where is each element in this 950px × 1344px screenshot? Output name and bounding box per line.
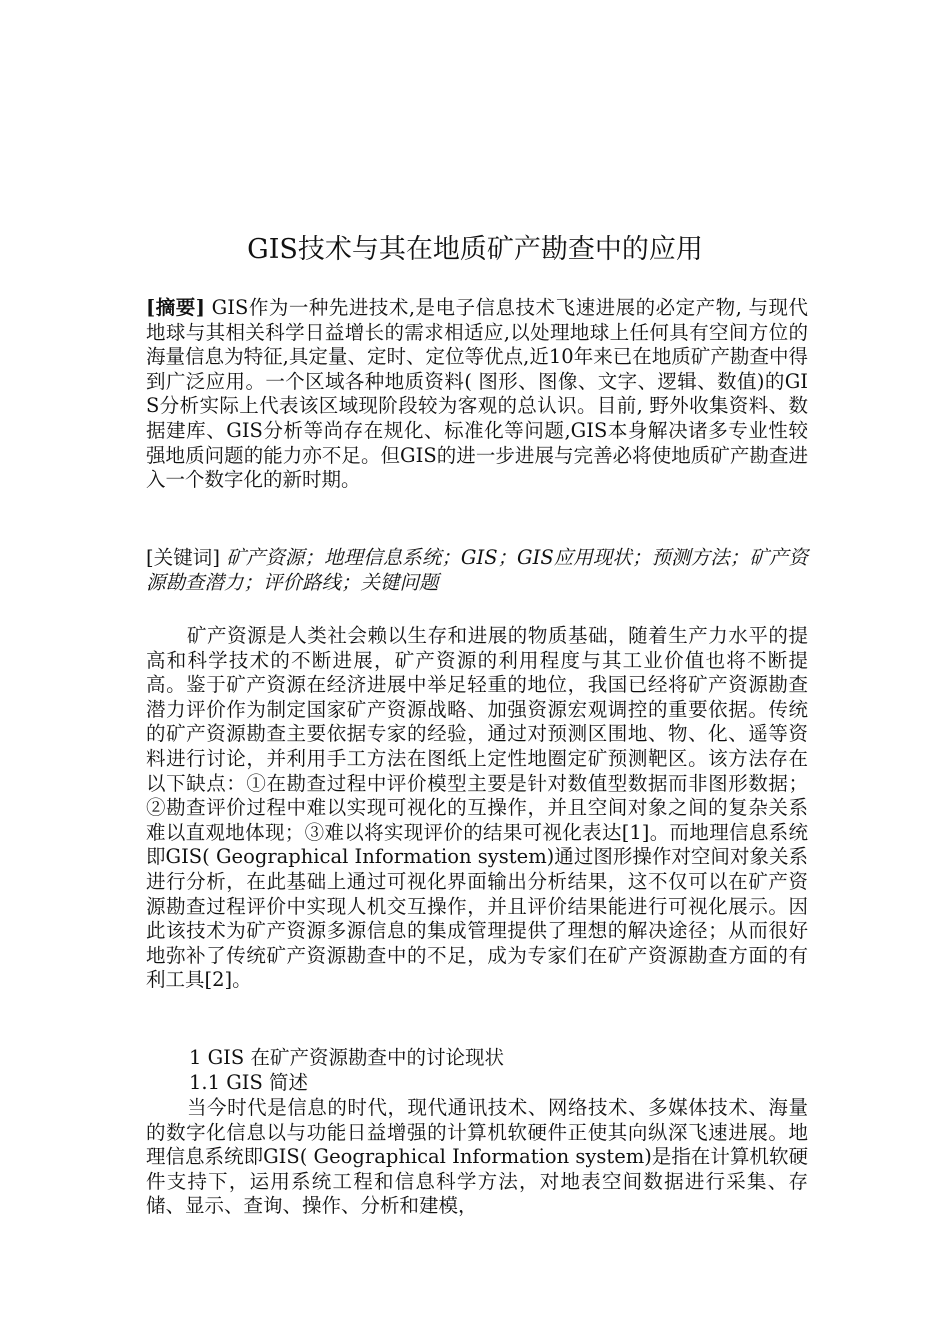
body-paragraph: 当今时代是信息的时代，现代通讯技术、网络技术、多媒体技术、海量的数字化信息以与功能日益增强的计算机软硬件正使其向纵深飞速进展。地理信息系统即GIS( Geographical Information system)是指在计算机软硬件支持下，运用系统工程和信息科学方法，对地表空间数据进行采集、存储、显示、查询、操作、分析和建模， bbox=[146, 1096, 808, 1218]
abstract-label: [摘要] bbox=[146, 296, 205, 319]
document-title: GIS技术与其在地质矿产勘查中的应用 bbox=[247, 234, 703, 265]
abstract bbox=[146, 296, 808, 493]
section-heading: 1 GIS 在矿产资源勘查中的讨论现状 bbox=[189, 1046, 504, 1069]
keywords-text: 矿产资源；地理信息系统；GIS；GIS应用现状；预测方法；矿产资源勘查潜力；评价路线；关键问题 bbox=[146, 546, 808, 594]
subsection-heading: 1.1 GIS 简述 bbox=[189, 1071, 309, 1094]
abstract-text: GIS作为一种先进技术,是电子信息技术飞速进展的必定产物, 与现代地球与其相关科学日益增长的需求相适应,以处理地球上任何具有空间方位的海量信息为特征,具定量、定时、定位等优点,近10年来已在地质矿产勘查中得到广泛应用。一个区域各种地质资料( 图形、图像、文字、逻辑、数值)的GIS分析实际上代表该区域现阶段较为客观的总认识。目前, 野外收集资料、数据建库、GIS分析等尚存在规化、标准化等问题,GIS本身解决诸多专业性较强地质问题的能力亦不足。但GIS的进一步进展与完善必将使地质矿产勘查进入一个数字化的新时期。 bbox=[146, 296, 809, 492]
keywords bbox=[146, 546, 808, 595]
body-paragraph: 矿产资源是人类社会赖以生存和进展的物质基础，随着生产力水平的提高和科学技术的不断进展，矿产资源的利用程度与其工业价值也将不断提高。鉴于矿产资源在经济进展中举足轻重的地位，我国已经将矿产资源勘查潜力评价作为制定国家矿产资源战略、加强资源宏观调控的重要依据。传统的矿产资源勘查主要依据专家的经验，通过对预测区围地、物、化、遥等资料进行讨论，并利用手工方法在图纸上定性地圈定矿预测靶区。该方法存在以下缺点：①在勘查过程中评价模型主要是针对数值型数据而非图形数据；②勘查评价过程中难以实现可视化的互操作，并且空间对象之间的复杂关系难以直观地体现；③难以将实现评价的结果可视化表达[1]。而地理信息系统即GIS( Geographical Information system)通过图形操作对空间对象关系进行分析，在此基础上通过可视化界面输出分析结果，这不仅可以在矿产资源勘查过程评价中实现人机交互操作，并且评价结果能进行可视化展示。因此该技术为矿产资源多源信息的集成管理提供了理想的解决途径；从而很好地弥补了传统矿产资源勘查中的不足，成为专家们在矿产资源勘查方面的有利工具[2]。 bbox=[146, 624, 808, 992]
keywords-label: [关键词] bbox=[146, 546, 220, 569]
